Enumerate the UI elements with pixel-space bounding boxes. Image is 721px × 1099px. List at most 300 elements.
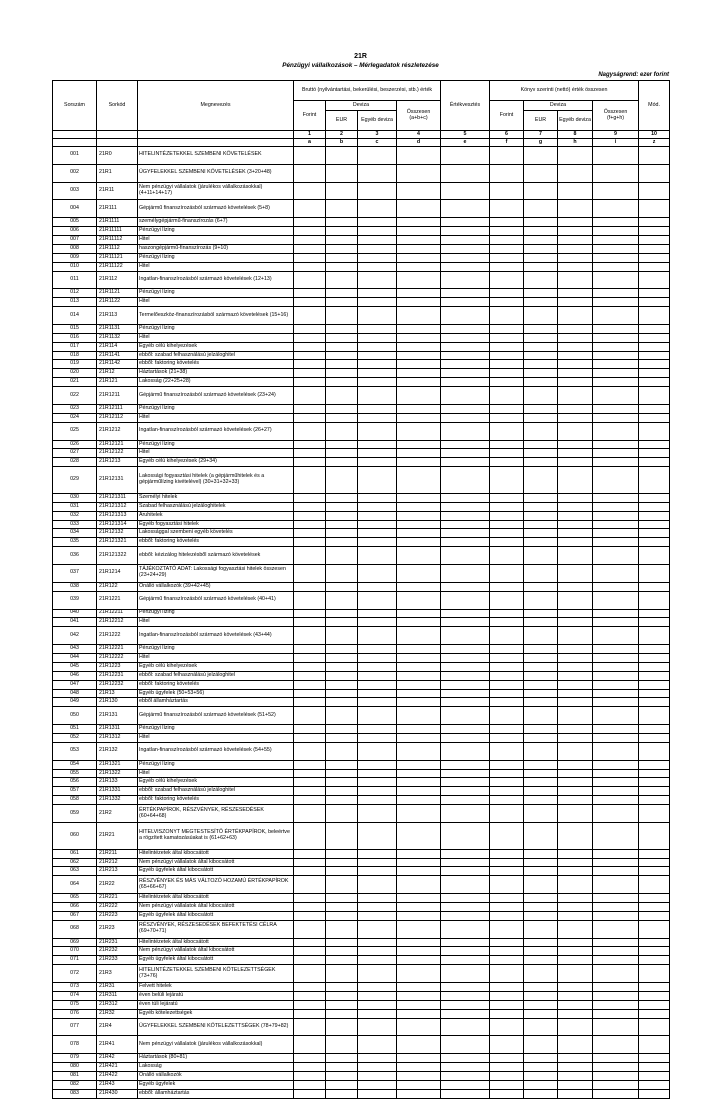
- value-cell[interactable]: [358, 805, 397, 823]
- value-cell[interactable]: [593, 894, 639, 903]
- value-cell[interactable]: [593, 645, 639, 654]
- value-cell[interactable]: [397, 511, 441, 520]
- value-cell[interactable]: [558, 227, 593, 236]
- value-cell[interactable]: [558, 467, 593, 494]
- value-cell[interactable]: [441, 947, 490, 956]
- value-cell[interactable]: [558, 218, 593, 227]
- value-cell[interactable]: [397, 1000, 441, 1009]
- value-cell[interactable]: [490, 965, 524, 983]
- value-cell[interactable]: [524, 200, 558, 218]
- value-cell[interactable]: [326, 1036, 358, 1054]
- value-cell[interactable]: [358, 947, 397, 956]
- value-cell[interactable]: [490, 404, 524, 413]
- value-cell[interactable]: [524, 805, 558, 823]
- value-cell[interactable]: [358, 520, 397, 529]
- value-cell[interactable]: [593, 200, 639, 218]
- value-cell[interactable]: [397, 582, 441, 591]
- value-cell[interactable]: [397, 911, 441, 920]
- value-cell[interactable]: [558, 147, 593, 165]
- value-cell[interactable]: [558, 725, 593, 734]
- value-cell[interactable]: [593, 449, 639, 458]
- value-cell[interactable]: [326, 1063, 358, 1072]
- value-cell[interactable]: [326, 609, 358, 618]
- value-cell[interactable]: [326, 858, 358, 867]
- value-cell[interactable]: [358, 653, 397, 662]
- value-cell[interactable]: [294, 947, 326, 956]
- value-cell[interactable]: [441, 725, 490, 734]
- value-cell[interactable]: [397, 449, 441, 458]
- value-cell[interactable]: [294, 520, 326, 529]
- value-cell[interactable]: [593, 805, 639, 823]
- value-cell[interactable]: [441, 458, 490, 467]
- value-cell[interactable]: [397, 538, 441, 547]
- value-cell[interactable]: [326, 707, 358, 725]
- value-cell[interactable]: [326, 911, 358, 920]
- value-cell[interactable]: [558, 849, 593, 858]
- value-cell[interactable]: [558, 351, 593, 360]
- value-cell[interactable]: [441, 378, 490, 387]
- value-cell[interactable]: [397, 947, 441, 956]
- value-cell[interactable]: [490, 645, 524, 654]
- value-cell[interactable]: [524, 520, 558, 529]
- value-cell[interactable]: [593, 1089, 639, 1098]
- value-cell[interactable]: [558, 289, 593, 298]
- value-cell[interactable]: [639, 805, 670, 823]
- value-cell[interactable]: [558, 858, 593, 867]
- value-cell[interactable]: [358, 991, 397, 1000]
- value-cell[interactable]: [326, 200, 358, 218]
- value-cell[interactable]: [593, 1071, 639, 1080]
- value-cell[interactable]: [593, 369, 639, 378]
- value-cell[interactable]: [294, 147, 326, 165]
- value-cell[interactable]: [358, 742, 397, 760]
- value-cell[interactable]: [558, 582, 593, 591]
- value-cell[interactable]: [441, 1071, 490, 1080]
- value-cell[interactable]: [326, 671, 358, 680]
- value-cell[interactable]: [358, 902, 397, 911]
- value-cell[interactable]: [558, 609, 593, 618]
- value-cell[interactable]: [524, 1000, 558, 1009]
- value-cell[interactable]: [326, 698, 358, 707]
- value-cell[interactable]: [397, 164, 441, 182]
- value-cell[interactable]: [490, 467, 524, 494]
- value-cell[interactable]: [639, 1018, 670, 1036]
- value-cell[interactable]: [326, 1018, 358, 1036]
- value-cell[interactable]: [294, 742, 326, 760]
- value-cell[interactable]: [326, 894, 358, 903]
- value-cell[interactable]: [326, 227, 358, 236]
- value-cell[interactable]: [593, 324, 639, 333]
- value-cell[interactable]: [397, 769, 441, 778]
- value-cell[interactable]: [593, 725, 639, 734]
- value-cell[interactable]: [397, 645, 441, 654]
- value-cell[interactable]: [490, 342, 524, 351]
- value-cell[interactable]: [441, 565, 490, 583]
- value-cell[interactable]: [358, 538, 397, 547]
- value-cell[interactable]: [294, 298, 326, 307]
- value-cell[interactable]: [558, 760, 593, 769]
- value-cell[interactable]: [558, 734, 593, 743]
- value-cell[interactable]: [294, 1054, 326, 1063]
- value-cell[interactable]: [294, 449, 326, 458]
- value-cell[interactable]: [558, 1071, 593, 1080]
- value-cell[interactable]: [358, 235, 397, 244]
- value-cell[interactable]: [490, 1000, 524, 1009]
- value-cell[interactable]: [524, 440, 558, 449]
- value-cell[interactable]: [524, 289, 558, 298]
- value-cell[interactable]: [593, 858, 639, 867]
- value-cell[interactable]: [397, 307, 441, 325]
- value-cell[interactable]: [558, 378, 593, 387]
- value-cell[interactable]: [441, 520, 490, 529]
- value-cell[interactable]: [524, 502, 558, 511]
- value-cell[interactable]: [397, 520, 441, 529]
- value-cell[interactable]: [639, 538, 670, 547]
- value-cell[interactable]: [397, 1054, 441, 1063]
- value-cell[interactable]: [397, 378, 441, 387]
- value-cell[interactable]: [639, 947, 670, 956]
- value-cell[interactable]: [441, 609, 490, 618]
- value-cell[interactable]: [358, 547, 397, 565]
- value-cell[interactable]: [524, 227, 558, 236]
- value-cell[interactable]: [441, 449, 490, 458]
- value-cell[interactable]: [639, 493, 670, 502]
- value-cell[interactable]: [358, 164, 397, 182]
- value-cell[interactable]: [294, 244, 326, 253]
- value-cell[interactable]: [294, 991, 326, 1000]
- value-cell[interactable]: [358, 1036, 397, 1054]
- value-cell[interactable]: [326, 947, 358, 956]
- value-cell[interactable]: [524, 164, 558, 182]
- value-cell[interactable]: [639, 262, 670, 271]
- value-cell[interactable]: [441, 360, 490, 369]
- value-cell[interactable]: [490, 734, 524, 743]
- value-cell[interactable]: [558, 965, 593, 983]
- value-cell[interactable]: [558, 307, 593, 325]
- value-cell[interactable]: [358, 1054, 397, 1063]
- value-cell[interactable]: [524, 787, 558, 796]
- value-cell[interactable]: [558, 1018, 593, 1036]
- value-cell[interactable]: [397, 413, 441, 422]
- value-cell[interactable]: [294, 894, 326, 903]
- value-cell[interactable]: [397, 440, 441, 449]
- value-cell[interactable]: [326, 511, 358, 520]
- value-cell[interactable]: [593, 253, 639, 262]
- value-cell[interactable]: [397, 742, 441, 760]
- value-cell[interactable]: [639, 778, 670, 787]
- value-cell[interactable]: [593, 956, 639, 965]
- value-cell[interactable]: [441, 244, 490, 253]
- value-cell[interactable]: [294, 876, 326, 894]
- value-cell[interactable]: [524, 911, 558, 920]
- value-cell[interactable]: [558, 778, 593, 787]
- value-cell[interactable]: [441, 351, 490, 360]
- value-cell[interactable]: [397, 218, 441, 227]
- value-cell[interactable]: [593, 983, 639, 992]
- value-cell[interactable]: [441, 689, 490, 698]
- value-cell[interactable]: [558, 404, 593, 413]
- value-cell[interactable]: [294, 387, 326, 405]
- value-cell[interactable]: [558, 707, 593, 725]
- value-cell[interactable]: [397, 858, 441, 867]
- value-cell[interactable]: [441, 333, 490, 342]
- value-cell[interactable]: [639, 991, 670, 1000]
- value-cell[interactable]: [593, 734, 639, 743]
- value-cell[interactable]: [397, 734, 441, 743]
- value-cell[interactable]: [593, 458, 639, 467]
- value-cell[interactable]: [294, 858, 326, 867]
- value-cell[interactable]: [441, 218, 490, 227]
- value-cell[interactable]: [358, 307, 397, 325]
- value-cell[interactable]: [326, 662, 358, 671]
- value-cell[interactable]: [441, 369, 490, 378]
- value-cell[interactable]: [490, 787, 524, 796]
- value-cell[interactable]: [524, 413, 558, 422]
- value-cell[interactable]: [558, 671, 593, 680]
- value-cell[interactable]: [441, 387, 490, 405]
- value-cell[interactable]: [294, 289, 326, 298]
- value-cell[interactable]: [358, 894, 397, 903]
- value-cell[interactable]: [441, 493, 490, 502]
- value-cell[interactable]: [294, 378, 326, 387]
- value-cell[interactable]: [558, 991, 593, 1000]
- value-cell[interactable]: [490, 698, 524, 707]
- value-cell[interactable]: [639, 591, 670, 609]
- value-cell[interactable]: [358, 822, 397, 849]
- value-cell[interactable]: [326, 218, 358, 227]
- value-cell[interactable]: [397, 680, 441, 689]
- value-cell[interactable]: [639, 1063, 670, 1072]
- value-cell[interactable]: [441, 1009, 490, 1018]
- value-cell[interactable]: [397, 565, 441, 583]
- value-cell[interactable]: [358, 413, 397, 422]
- value-cell[interactable]: [558, 164, 593, 182]
- value-cell[interactable]: [490, 902, 524, 911]
- value-cell[interactable]: [397, 956, 441, 965]
- value-cell[interactable]: [294, 902, 326, 911]
- value-cell[interactable]: [558, 529, 593, 538]
- value-cell[interactable]: [524, 920, 558, 938]
- value-cell[interactable]: [441, 849, 490, 858]
- value-cell[interactable]: [358, 404, 397, 413]
- value-cell[interactable]: [326, 680, 358, 689]
- value-cell[interactable]: [639, 520, 670, 529]
- value-cell[interactable]: [593, 422, 639, 440]
- value-cell[interactable]: [326, 796, 358, 805]
- value-cell[interactable]: [593, 289, 639, 298]
- value-cell[interactable]: [326, 529, 358, 538]
- value-cell[interactable]: [524, 662, 558, 671]
- value-cell[interactable]: [326, 378, 358, 387]
- value-cell[interactable]: [593, 947, 639, 956]
- value-cell[interactable]: [397, 618, 441, 627]
- value-cell[interactable]: [490, 769, 524, 778]
- value-cell[interactable]: [397, 983, 441, 992]
- value-cell[interactable]: [358, 662, 397, 671]
- value-cell[interactable]: [490, 1089, 524, 1098]
- value-cell[interactable]: [524, 565, 558, 583]
- value-cell[interactable]: [358, 324, 397, 333]
- value-cell[interactable]: [593, 680, 639, 689]
- value-cell[interactable]: [490, 849, 524, 858]
- value-cell[interactable]: [524, 1080, 558, 1089]
- value-cell[interactable]: [593, 849, 639, 858]
- value-cell[interactable]: [358, 333, 397, 342]
- value-cell[interactable]: [294, 307, 326, 325]
- value-cell[interactable]: [326, 618, 358, 627]
- value-cell[interactable]: [593, 511, 639, 520]
- value-cell[interactable]: [441, 938, 490, 947]
- value-cell[interactable]: [639, 253, 670, 262]
- value-cell[interactable]: [326, 262, 358, 271]
- value-cell[interactable]: [490, 493, 524, 502]
- value-cell[interactable]: [639, 440, 670, 449]
- value-cell[interactable]: [326, 458, 358, 467]
- value-cell[interactable]: [639, 289, 670, 298]
- value-cell[interactable]: [441, 253, 490, 262]
- value-cell[interactable]: [490, 307, 524, 325]
- value-cell[interactable]: [294, 582, 326, 591]
- value-cell[interactable]: [639, 849, 670, 858]
- value-cell[interactable]: [294, 680, 326, 689]
- value-cell[interactable]: [397, 867, 441, 876]
- value-cell[interactable]: [524, 769, 558, 778]
- value-cell[interactable]: [639, 858, 670, 867]
- value-cell[interactable]: [490, 1071, 524, 1080]
- value-cell[interactable]: [524, 680, 558, 689]
- value-cell[interactable]: [524, 467, 558, 494]
- value-cell[interactable]: [524, 591, 558, 609]
- value-cell[interactable]: [524, 147, 558, 165]
- value-cell[interactable]: [358, 582, 397, 591]
- value-cell[interactable]: [490, 867, 524, 876]
- value-cell[interactable]: [524, 902, 558, 911]
- value-cell[interactable]: [441, 894, 490, 903]
- value-cell[interactable]: [639, 796, 670, 805]
- value-cell[interactable]: [326, 1071, 358, 1080]
- value-cell[interactable]: [593, 227, 639, 236]
- value-cell[interactable]: [490, 449, 524, 458]
- value-cell[interactable]: [558, 947, 593, 956]
- value-cell[interactable]: [294, 458, 326, 467]
- value-cell[interactable]: [593, 867, 639, 876]
- value-cell[interactable]: [524, 867, 558, 876]
- value-cell[interactable]: [441, 511, 490, 520]
- value-cell[interactable]: [397, 1080, 441, 1089]
- value-cell[interactable]: [358, 938, 397, 947]
- value-cell[interactable]: [558, 413, 593, 422]
- value-cell[interactable]: [441, 618, 490, 627]
- value-cell[interactable]: [558, 911, 593, 920]
- value-cell[interactable]: [490, 689, 524, 698]
- value-cell[interactable]: [397, 227, 441, 236]
- value-cell[interactable]: [441, 591, 490, 609]
- value-cell[interactable]: [524, 262, 558, 271]
- value-cell[interactable]: [490, 591, 524, 609]
- value-cell[interactable]: [294, 529, 326, 538]
- value-cell[interactable]: [397, 662, 441, 671]
- value-cell[interactable]: [294, 849, 326, 858]
- value-cell[interactable]: [490, 227, 524, 236]
- value-cell[interactable]: [441, 769, 490, 778]
- value-cell[interactable]: [441, 796, 490, 805]
- value-cell[interactable]: [593, 1000, 639, 1009]
- value-cell[interactable]: [397, 653, 441, 662]
- value-cell[interactable]: [326, 787, 358, 796]
- value-cell[interactable]: [639, 680, 670, 689]
- value-cell[interactable]: [639, 529, 670, 538]
- value-cell[interactable]: [294, 609, 326, 618]
- value-cell[interactable]: [326, 413, 358, 422]
- value-cell[interactable]: [639, 627, 670, 645]
- value-cell[interactable]: [441, 858, 490, 867]
- value-cell[interactable]: [358, 422, 397, 440]
- value-cell[interactable]: [326, 538, 358, 547]
- value-cell[interactable]: [441, 734, 490, 743]
- value-cell[interactable]: [639, 867, 670, 876]
- value-cell[interactable]: [294, 698, 326, 707]
- value-cell[interactable]: [294, 1089, 326, 1098]
- value-cell[interactable]: [441, 298, 490, 307]
- value-cell[interactable]: [558, 698, 593, 707]
- value-cell[interactable]: [294, 938, 326, 947]
- value-cell[interactable]: [441, 547, 490, 565]
- value-cell[interactable]: [593, 591, 639, 609]
- value-cell[interactable]: [524, 760, 558, 769]
- value-cell[interactable]: [294, 920, 326, 938]
- value-cell[interactable]: [441, 404, 490, 413]
- value-cell[interactable]: [593, 778, 639, 787]
- value-cell[interactable]: [524, 991, 558, 1000]
- value-cell[interactable]: [358, 707, 397, 725]
- value-cell[interactable]: [397, 591, 441, 609]
- value-cell[interactable]: [358, 378, 397, 387]
- value-cell[interactable]: [490, 298, 524, 307]
- value-cell[interactable]: [326, 298, 358, 307]
- value-cell[interactable]: [639, 244, 670, 253]
- value-cell[interactable]: [326, 734, 358, 743]
- value-cell[interactable]: [326, 627, 358, 645]
- value-cell[interactable]: [593, 147, 639, 165]
- value-cell[interactable]: [524, 218, 558, 227]
- value-cell[interactable]: [326, 324, 358, 333]
- value-cell[interactable]: [294, 369, 326, 378]
- value-cell[interactable]: [326, 867, 358, 876]
- value-cell[interactable]: [294, 1009, 326, 1018]
- value-cell[interactable]: [558, 627, 593, 645]
- value-cell[interactable]: [326, 653, 358, 662]
- value-cell[interactable]: [558, 920, 593, 938]
- value-cell[interactable]: [639, 707, 670, 725]
- value-cell[interactable]: [441, 1080, 490, 1089]
- value-cell[interactable]: [524, 253, 558, 262]
- value-cell[interactable]: [558, 449, 593, 458]
- value-cell[interactable]: [294, 867, 326, 876]
- value-cell[interactable]: [558, 1000, 593, 1009]
- value-cell[interactable]: [441, 1054, 490, 1063]
- value-cell[interactable]: [441, 983, 490, 992]
- value-cell[interactable]: [639, 547, 670, 565]
- value-cell[interactable]: [490, 609, 524, 618]
- value-cell[interactable]: [558, 440, 593, 449]
- value-cell[interactable]: [558, 342, 593, 351]
- value-cell[interactable]: [593, 271, 639, 289]
- value-cell[interactable]: [397, 289, 441, 298]
- value-cell[interactable]: [490, 956, 524, 965]
- value-cell[interactable]: [326, 164, 358, 182]
- value-cell[interactable]: [558, 1054, 593, 1063]
- value-cell[interactable]: [490, 413, 524, 422]
